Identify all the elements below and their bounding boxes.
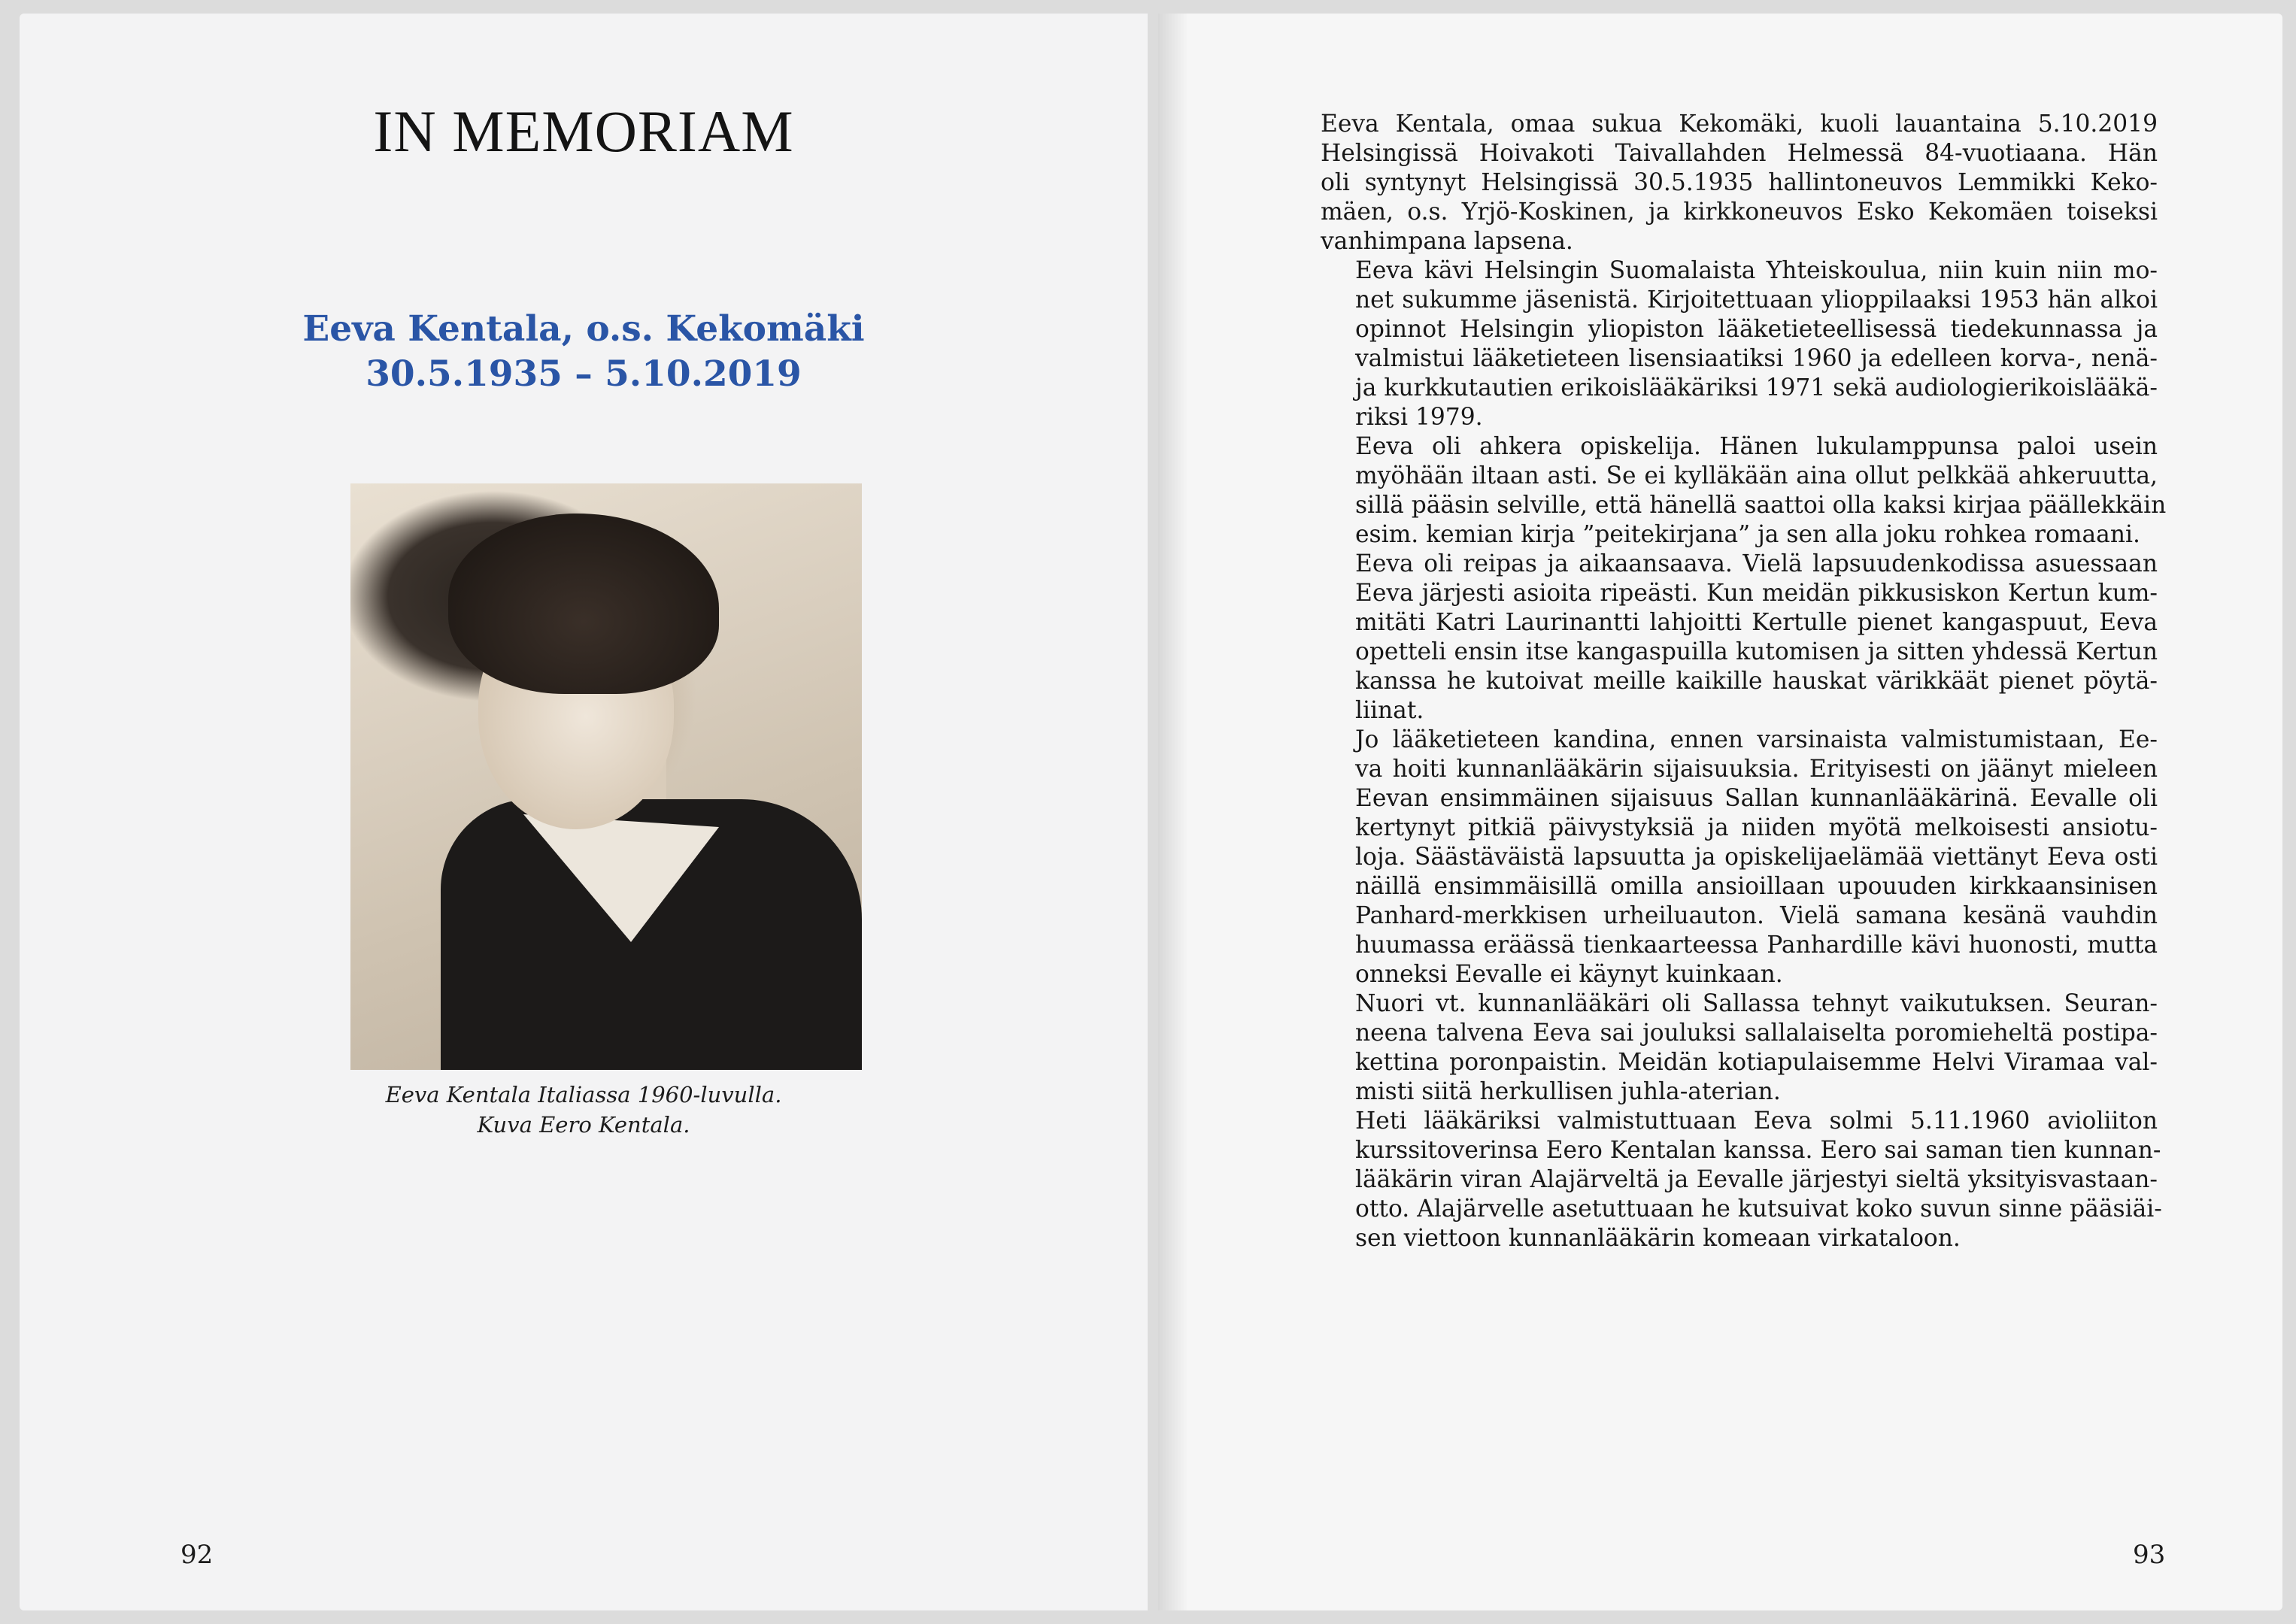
body-line: Eevan ensimmäinen sijaisuus Sallan kunnanlääkärinä. Eevalle oli <box>1355 785 2158 812</box>
body-line: misti siitä herkullisen juhla-aterian. <box>1355 1078 1781 1105</box>
body-line: net sukumme jäsenistä. Kirjoitettuaan ylioppilaaksi 1953 hän alkoi <box>1355 286 2158 314</box>
photo-caption <box>20 1080 1148 1140</box>
life-dates: 30.5.1935 – 5.10.2019 <box>365 353 802 395</box>
body-line: Eeva oli reipas ja aikaansaava. Vielä lapsuudenkodissa asuessaan <box>1355 550 2158 577</box>
body-line: opetteli ensin itse kangaspuilla kutomisen ja sitten yhdessä Kertun <box>1355 638 2158 665</box>
body-line: Eeva oli ahkera opiskelija. Hänen lukulamppunsa paloi usein <box>1355 433 2158 460</box>
deceased-name: Eeva Kentala, o.s. Kekomäki <box>302 308 865 350</box>
body-line: Nuori vt. kunnanlääkäri oli Sallassa tehnyt vaikutuksen. Seuran- <box>1355 990 2158 1017</box>
body-paragraph <box>1321 256 2158 432</box>
body-line: va hoiti kunnanlääkärin sijaisuuksia. Erityisesti on jäänyt mieleen <box>1355 756 2158 783</box>
body-line: myöhään iltaan asti. Se ei kylläkään aina ollut pelkkää ahkeruutta, <box>1355 462 2158 489</box>
body-line: näillä ensimmäisillä omilla ansioillaan upouuden kirkkaansinisen <box>1355 873 2158 900</box>
caption-line-1: Eeva Kentala Italiassa 1960-luvulla. <box>385 1082 782 1107</box>
body-line: Eeva kävi Helsingin Suomalaista Yhteiskoulua, niin kuin niin mo- <box>1355 257 2158 284</box>
caption-line-2: Kuva Eero Kentala. <box>477 1112 690 1138</box>
body-line: opinnot Helsingin yliopiston lääketieteellisessä tiedekunnassa ja <box>1355 316 2158 343</box>
body-line: mäen, o.s. Yrjö-Koskinen, ja kirkkoneuvos Esko Kekomäen toiseksi <box>1321 198 2158 226</box>
body-line: Eeva Kentala, omaa sukua Kekomäki, kuoli lauantaina 5.10.2019 <box>1321 111 2158 138</box>
body-paragraph <box>1321 550 2158 726</box>
portrait-photo <box>350 483 862 1070</box>
body-line: Helsingissä Hoivakoti Taivallahden Helmessä 84-vuotiaana. Hän <box>1321 140 2158 167</box>
body-paragraph <box>1321 110 2158 256</box>
obituary-name-block <box>20 307 1148 397</box>
photo-hair <box>448 514 719 694</box>
body-line: Heti lääkäriksi valmistuttuaan Eeva solmi 5.11.1960 avioliiton <box>1355 1107 2158 1135</box>
body-line: Panhard-merkkisen urheiluauton. Vielä samana kesänä vauhdin <box>1355 902 2158 929</box>
left-page <box>20 14 1148 1610</box>
body-line: mitäti Katri Laurinantti lahjoitti Kertulle pienet kangaspuut, Eeva <box>1355 609 2158 636</box>
body-line: huumassa eräässä tienkaarteessa Panhardille kävi huonosti, mutta <box>1355 932 2158 959</box>
body-line: valmistui lääketieteen lisensiaatiksi 1960 ja edelleen korva-, nenä- <box>1355 345 2158 372</box>
body-line: ja kurkkutautien erikoislääkäriksi 1971 sekä audiologierikoislääkä- <box>1355 374 2158 401</box>
body-paragraph <box>1321 1107 2162 1253</box>
body-line: liinat. <box>1355 697 1424 724</box>
body-line: loja. Säästäväistä lapsuutta ja opiskelijaelämää viettänyt Eeva osti <box>1355 844 2158 871</box>
body-line: oli syntynyt Helsingissä 30.5.1935 hallintoneuvos Lemmikki Keko- <box>1321 169 2158 196</box>
body-line: sillä pääsin selville, että hänellä saattoi olla kaksi kirjaa päällekkäin <box>1355 492 2167 519</box>
body-line: Jo lääketieteen kandina, ennen varsinaista valmistumistaan, Ee- <box>1355 726 2158 753</box>
page-number-left: 92 <box>180 1540 214 1570</box>
in-memoriam-heading: IN MEMORIAM <box>373 98 794 164</box>
body-paragraph <box>1321 432 2167 550</box>
body-line: otto. Alajärvelle asetuttuaan he kutsuivat koko suvun sinne pääsiäi- <box>1355 1195 2162 1223</box>
body-line: Eeva järjesti asioita ripeästi. Kun meidän pikkusiskon Kertun kum- <box>1355 580 2158 607</box>
body-line: riksi 1979. <box>1355 404 1483 431</box>
obituary-body-text <box>1321 110 2167 1253</box>
body-line: sen viettoon kunnanlääkärin komeaan virkataloon. <box>1355 1225 1961 1252</box>
body-line: esim. kemian kirja ”peitekirjana” ja sen alla joku rohkea romaani. <box>1355 521 2140 548</box>
gutter-shadow-right <box>1158 14 1188 1610</box>
body-line: kertynyt pitkiä päivystyksiä ja niiden myötä melkoisesti ansiotu- <box>1355 814 2158 841</box>
body-line: neena talvena Eeva sai jouluksi sallalaiselta poromieheltä postipa- <box>1355 1020 2158 1047</box>
body-paragraph <box>1321 989 2158 1107</box>
page-number-right: 93 <box>2133 1540 2166 1570</box>
body-line: kurssitoverinsa Eero Kentalan kanssa. Eero sai saman tien kunnan- <box>1355 1137 2161 1164</box>
body-line: lääkärin viran Alajärveltä ja Eevalle järjestyi sieltä yksityisvastaan- <box>1355 1166 2158 1193</box>
body-line: vanhimpana lapsena. <box>1321 228 1573 255</box>
right-page <box>1158 14 2282 1610</box>
body-paragraph <box>1321 726 2158 989</box>
body-line: kanssa he kutoivat meille kaikille hauskat värikkäät pienet pöytä- <box>1355 668 2158 695</box>
body-line: kettina poronpaistin. Meidän kotiapulaisemme Helvi Viramaa val- <box>1355 1049 2158 1076</box>
body-line: onneksi Eevalle ei käynyt kuinkaan. <box>1355 961 1783 988</box>
